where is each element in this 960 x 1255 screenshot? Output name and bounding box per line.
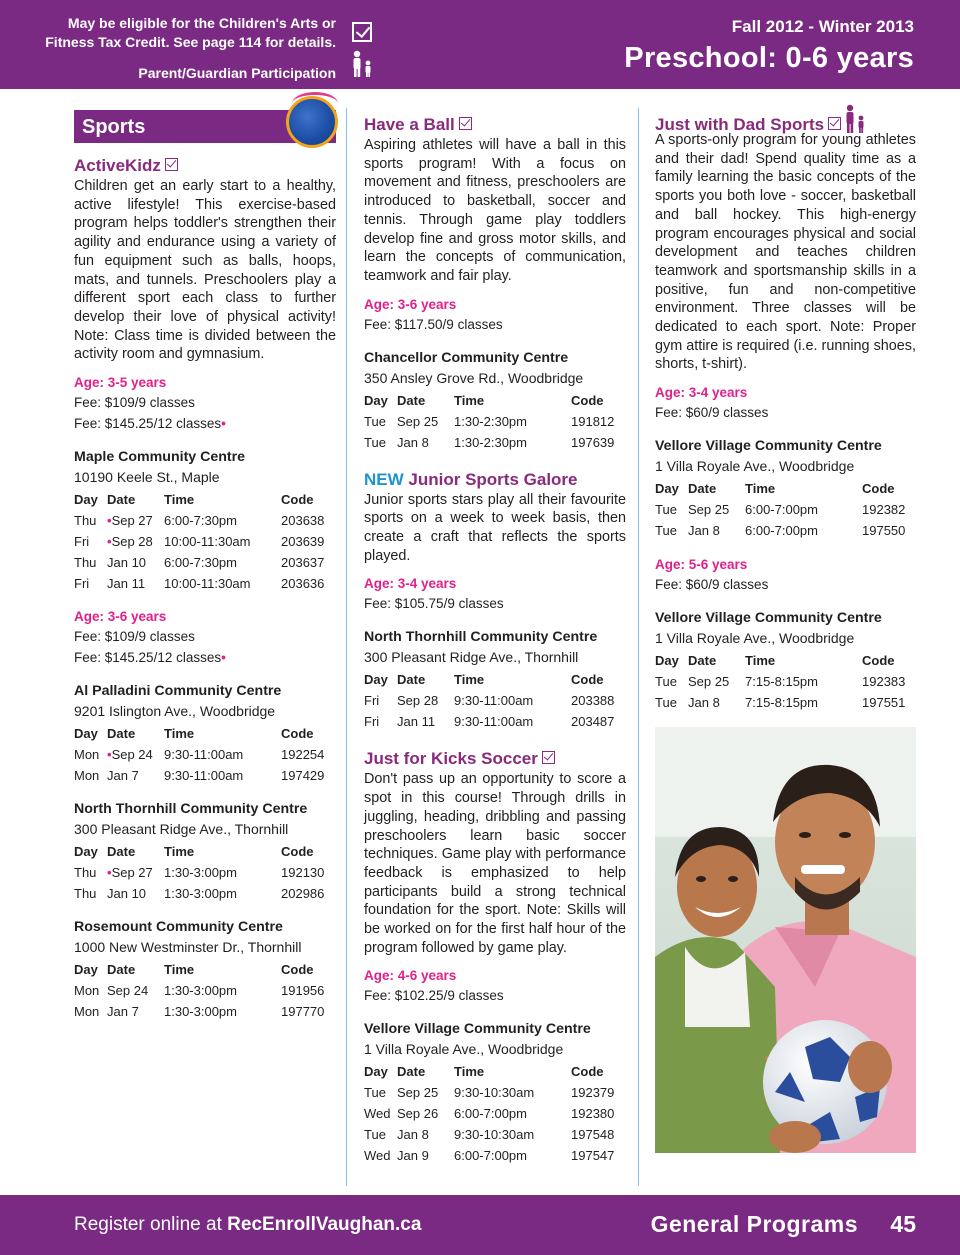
program-title [364, 469, 626, 491]
schedule-header-row [74, 841, 324, 862]
day-cell: Fri [364, 693, 380, 709]
time-cell: 10:00-11:30am [164, 534, 251, 550]
register-line [74, 1214, 421, 1236]
column-header: Time [164, 962, 195, 978]
column-header: Time [454, 672, 485, 688]
schedule-row [655, 692, 905, 713]
time-cell: 6:00-7:30pm [164, 513, 237, 529]
code-cell: 203639 [281, 534, 325, 550]
code-cell: 197547 [571, 1148, 615, 1164]
schedule-row [74, 744, 324, 765]
schedule-row [655, 671, 905, 692]
register-prefix: Register online at [74, 1214, 228, 1235]
column-header: Time [164, 726, 195, 742]
column-header: Date [688, 653, 717, 669]
column-header: Code [571, 392, 604, 408]
day-cell: Tue [364, 1127, 386, 1143]
page-title: Preschool: 0-6 years [624, 42, 914, 74]
date-cell: •Sep 27 [107, 865, 153, 881]
date-cell: Sep 25 [397, 413, 439, 429]
time-cell: 9:30-11:00am [454, 693, 534, 709]
program-description: Don't pass up an opportunity to score a spot in this course! Through drills in juggling, heading, dribbling and passing preschoolers learn basic soccer techniques. Game play with performance feedback is emphasized to help participants build a strong technical foundation for the sport. Note: Skills will be worked on for the first half hour of the program followed by game play. [364, 771, 626, 956]
code-cell: 192254 [281, 747, 325, 763]
schedule-header-row [364, 1061, 614, 1082]
page-header [0, 0, 960, 89]
column-header: Date [107, 844, 136, 860]
time-cell: 6:00-7:30pm [164, 555, 237, 571]
column-header: Day [74, 962, 98, 978]
day-cell: Mon [74, 747, 100, 763]
program-title-text: ActiveKidz [74, 156, 161, 175]
day-cell: Mon [74, 768, 100, 784]
schedule-table [74, 723, 324, 786]
day-cell: Thu [74, 555, 97, 571]
column-header: Date [688, 481, 717, 497]
centre-address: 300 Pleasant Ridge Ave., Thornhill [74, 821, 289, 838]
date-cell: Jan 11 [107, 576, 146, 592]
column-header: Time [164, 492, 195, 508]
fee-text: Fee: $145.25/12 classes [74, 650, 222, 666]
centre-address: 10190 Keele St., Maple [74, 469, 220, 486]
column-header: Code [862, 481, 895, 497]
date-cell: Jan 7 [107, 768, 139, 784]
code-cell: 192380 [571, 1106, 615, 1122]
time-cell: 9:30-11:00am [164, 768, 244, 784]
time-cell: 1:30-3:00pm [164, 865, 237, 881]
column-header: Time [164, 844, 195, 860]
day-cell: Wed [364, 1148, 391, 1164]
date-cell: Jan 10 [107, 555, 147, 571]
schedule-row [364, 1103, 614, 1124]
date-cell: Jan 9 [397, 1148, 429, 1164]
code-cell: 192379 [571, 1085, 615, 1101]
code-cell: 197548 [571, 1127, 615, 1143]
fee: Fee: $60/9 classes [655, 577, 769, 593]
day-cell: Thu [74, 886, 97, 902]
centre-name: Rosemount Community Centre [74, 919, 283, 936]
fee-text: Fee: $145.25/12 classes [74, 416, 222, 432]
tax-credit-note [45, 14, 336, 83]
new-badge: NEW [364, 469, 404, 489]
sports-ball-icon [286, 96, 338, 148]
schedule-header-row [74, 489, 324, 510]
age-range: Age: 3-4 years [364, 576, 457, 592]
schedule-row [74, 1001, 324, 1022]
father-son-soccer-photo [655, 727, 916, 1153]
centre-name: Vellore Village Community Centre [364, 1021, 591, 1038]
column-header: Date [397, 392, 426, 408]
checkbox-icon [459, 117, 472, 130]
code-cell: 197770 [281, 1004, 325, 1020]
date-cell: Jan 7 [107, 1004, 139, 1020]
date-cell: Sep 25 [688, 674, 730, 690]
program-description: Junior sports stars play all their favourite sports on a week to week basis, then create a craft that reflects the sports played. [364, 491, 626, 564]
age-range: Age: 5-6 years [655, 557, 748, 573]
fee: Fee: $60/9 classes [655, 405, 769, 421]
centre-name: North Thornhill Community Centre [364, 629, 598, 646]
date-cell: •Sep 28 [107, 534, 153, 550]
note-line-2: Fitness Tax Credit. See page 114 for details. [45, 34, 336, 50]
date-cell: Sep 26 [397, 1106, 439, 1122]
column-header: Code [281, 726, 314, 742]
time-cell: 7:15-8:15pm [745, 674, 818, 690]
program-description: A sports-only program for young athletes and their dad! Spend quality time as a family learning the basic concepts of the sports you both love - soccer, basketball and ball hockey. This high-energy program encourages physical and social development and teaches children teamwork and sportsmanship skills in a positive, fun and non-competitive environment. Three classes will be dedicated to each sport. Note: Proper gym attire is required (i.e. running shoes, shorts, t-shirt). [655, 132, 916, 373]
column-header: Day [655, 481, 679, 497]
code-cell: 197550 [862, 523, 906, 539]
time-cell: 6:00-7:00pm [745, 502, 818, 518]
schedule-row [74, 765, 324, 786]
age-range: Age: 3-4 years [655, 385, 748, 401]
schedule-row [74, 552, 324, 573]
date-cell: Sep 25 [397, 1085, 439, 1101]
page-footer [0, 1195, 960, 1255]
section-title: Sports [82, 116, 146, 138]
schedule-row [364, 690, 614, 711]
day-cell: Tue [655, 695, 677, 711]
fee: Fee: $109/9 classes [74, 629, 195, 645]
centre-name: Vellore Village Community Centre [655, 610, 882, 627]
family-icon [350, 50, 376, 78]
column-header: Code [281, 844, 314, 860]
program-title [74, 155, 336, 177]
program-title-text: Just for Kicks Soccer [364, 749, 538, 769]
column-header: Code [281, 962, 314, 978]
time-cell: 6:00-7:00pm [745, 523, 818, 539]
bullet-icon: • [107, 534, 112, 550]
schedule-row [364, 411, 614, 432]
program-title-text: Junior Sports Galore [408, 469, 578, 489]
centre-name: Maple Community Centre [74, 449, 246, 466]
date-cell: •Sep 24 [107, 747, 153, 763]
schedule-row [655, 499, 905, 520]
code-cell: 197429 [281, 768, 325, 784]
code-cell: 203388 [571, 693, 615, 709]
bullet-icon: • [221, 650, 226, 666]
schedule-table [364, 669, 614, 732]
time-cell: 9:30-11:00am [454, 714, 534, 730]
centre-name: North Thornhill Community Centre [74, 801, 308, 818]
day-cell: Tue [364, 1085, 386, 1101]
bullet-icon: • [221, 416, 226, 432]
footer-section-title: General Programs [650, 1211, 858, 1237]
column-header: Date [107, 962, 136, 978]
centre-address: 1000 New Westminster Dr., Thornhill [74, 939, 302, 956]
code-cell: 192383 [862, 674, 906, 690]
time-cell: 9:30-10:30am [454, 1127, 535, 1143]
checkbox-icon [165, 158, 178, 171]
fee: Fee: $105.75/9 classes [364, 596, 504, 612]
schedule-row [364, 1145, 614, 1166]
column-header: Time [745, 653, 776, 669]
family-icon [843, 104, 869, 134]
column-header: Code [281, 492, 314, 508]
day-cell: Tue [364, 413, 386, 429]
code-cell: 203487 [571, 714, 615, 730]
schedule-row [364, 1082, 614, 1103]
column-1 [74, 108, 336, 1022]
age-range: Age: 3-6 years [364, 296, 457, 312]
day-cell: Thu [74, 513, 97, 529]
code-cell: 197551 [862, 695, 906, 711]
date-cell: Sep 28 [397, 693, 439, 709]
date-cell: Jan 11 [397, 714, 436, 730]
code-cell: 192382 [862, 502, 906, 518]
age-range: Age: 4-6 years [364, 968, 457, 984]
schedule-table [364, 390, 614, 453]
schedule-header-row [74, 959, 324, 980]
code-cell: 192130 [281, 865, 325, 881]
time-cell: 9:30-11:00am [164, 747, 244, 763]
day-cell: Fri [364, 714, 380, 730]
bullet-icon: • [107, 513, 112, 529]
date-cell: Jan 10 [107, 886, 147, 902]
schedule-row [74, 531, 324, 552]
centre-address: 9201 Islington Ave., Woodbridge [74, 703, 276, 720]
column-2 [364, 108, 626, 1166]
column-header: Day [74, 844, 98, 860]
page-number: 45 [890, 1211, 916, 1237]
day-cell: Mon [74, 1004, 100, 1020]
date-cell: Sep 24 [107, 983, 149, 999]
centre-name: Chancellor Community Centre [364, 349, 569, 366]
column-header: Day [364, 1064, 388, 1080]
schedule-row [364, 711, 614, 732]
schedule-row [74, 862, 324, 883]
fee: Fee: $117.50/9 classes [364, 316, 503, 332]
code-cell: 191956 [281, 983, 325, 999]
schedule-table [364, 1061, 614, 1166]
time-cell: 1:30-3:00pm [164, 983, 237, 999]
schedule-table [74, 489, 324, 594]
program-title [364, 748, 626, 770]
centre-name: Vellore Village Community Centre [655, 438, 882, 455]
schedule-header-row [655, 478, 905, 499]
code-cell: 202986 [281, 886, 325, 902]
bullet-icon: • [107, 865, 112, 881]
fee: Fee: $102.25/9 classes [364, 988, 504, 1004]
checkbox-icon [352, 22, 372, 42]
day-cell: Tue [655, 502, 677, 518]
season-label: Fall 2012 - Winter 2013 [731, 17, 914, 36]
column-header: Day [74, 726, 98, 742]
fee: Fee: $109/9 classes [74, 395, 195, 411]
checkbox-icon [828, 117, 841, 130]
fee [74, 413, 336, 434]
column-divider [638, 108, 639, 1186]
program-description: Children get an early start to a healthy, active lifestyle! This exercise-based program helps toddler's strengthen their agility and endurance using a variety of fun equipment such as balls, hoops, mats, and tunnels. Preschoolers play a different sport each class to further develop their love of physical activity! Note: Class time is divided between the activity room and gymnasium. [74, 178, 336, 363]
column-header: Day [364, 672, 388, 688]
time-cell: 1:30-3:00pm [164, 1004, 237, 1020]
column-header: Day [364, 392, 388, 408]
schedule-row [74, 883, 324, 904]
schedule-row [74, 573, 324, 594]
column-header: Date [397, 1064, 426, 1080]
schedule-header-row [364, 390, 614, 411]
time-cell: 1:30-2:30pm [454, 413, 527, 429]
register-link[interactable]: RecEnrollVaughan.ca [227, 1214, 422, 1235]
time-cell: 7:15-8:15pm [745, 695, 818, 711]
schedule-row [74, 510, 324, 531]
program-description: Aspiring athletes will have a ball in this sports program! With a focus on movement and fitness, preschoolers are introduced to basketball, soccer and tennis. Through game play toddlers develop fine and gross motor skills, and learn the concepts of communication, teamwork and fair play. [364, 137, 626, 284]
time-cell: 6:00-7:00pm [454, 1148, 527, 1164]
schedule-header-row [655, 650, 905, 671]
age-range: Age: 3-6 years [74, 609, 167, 625]
schedule-table [74, 841, 324, 904]
centre-address: 1 Villa Royale Ave., Woodbridge [364, 1041, 564, 1058]
column-header: Date [107, 726, 136, 742]
schedule-row [364, 1124, 614, 1145]
code-cell: 203637 [281, 555, 325, 571]
day-cell: Tue [364, 434, 386, 450]
code-cell: 203636 [281, 576, 325, 592]
centre-name: Al Palladini Community Centre [74, 683, 282, 700]
centre-address: 1 Villa Royale Ave., Woodbridge [655, 458, 855, 475]
note-line-1: May be eligible for the Children's Arts or [67, 15, 336, 31]
day-cell: Wed [364, 1106, 391, 1122]
schedule-header-row [74, 723, 324, 744]
column-header: Day [655, 653, 679, 669]
program-title-text: Just with Dad Sports [655, 115, 825, 134]
schedule-header-row [364, 669, 614, 690]
time-cell: 1:30-2:30pm [454, 434, 527, 450]
column-header: Code [862, 653, 895, 669]
date-cell: Jan 8 [688, 695, 720, 711]
time-cell: 9:30-10:30am [454, 1085, 535, 1101]
column-header: Time [454, 1064, 485, 1080]
section-header [74, 110, 336, 143]
date-cell: Jan 8 [397, 1127, 429, 1143]
centre-address: 300 Pleasant Ridge Ave., Thornhill [364, 649, 579, 666]
code-cell: 203638 [281, 513, 325, 529]
schedule-table [655, 650, 905, 713]
time-cell: 1:30-3:00pm [164, 886, 237, 902]
schedule-row [364, 432, 614, 453]
age-range: Age: 3-5 years [74, 375, 167, 391]
schedule-row [655, 520, 905, 541]
time-cell: 10:00-11:30am [164, 576, 251, 592]
bullet-icon: • [107, 747, 112, 763]
schedule-table [74, 959, 324, 1022]
time-cell: 6:00-7:00pm [454, 1106, 527, 1122]
column-3 [655, 108, 916, 713]
code-cell: 191812 [571, 413, 615, 429]
column-header: Date [107, 492, 136, 508]
date-cell: Sep 25 [688, 502, 730, 518]
column-header: Time [454, 392, 485, 408]
date-cell: Jan 8 [397, 434, 429, 450]
centre-address: 1 Villa Royale Ave., Woodbridge [655, 630, 855, 647]
column-header: Date [397, 672, 426, 688]
day-cell: Tue [655, 523, 677, 539]
program-title-text: Have a Ball [364, 115, 455, 134]
date-cell: Jan 8 [688, 523, 720, 539]
column-header: Code [571, 672, 604, 688]
day-cell: Thu [74, 865, 97, 881]
schedule-table [655, 478, 905, 541]
column-header: Day [74, 492, 98, 508]
date-cell: •Sep 27 [107, 513, 153, 529]
day-cell: Fri [74, 576, 90, 592]
schedule-row [74, 980, 324, 1001]
fee [74, 647, 336, 668]
code-cell: 197639 [571, 434, 615, 450]
day-cell: Tue [655, 674, 677, 690]
note-line-3: Parent/Guardian Participation [138, 65, 336, 81]
checkbox-icon [542, 751, 555, 764]
centre-address: 350 Ansley Grove Rd., Woodbridge [364, 369, 584, 386]
column-divider [346, 108, 347, 1186]
day-cell: Mon [74, 983, 100, 999]
column-header: Code [571, 1064, 604, 1080]
column-header: Time [745, 481, 776, 497]
day-cell: Fri [74, 534, 90, 550]
program-title [364, 114, 626, 136]
